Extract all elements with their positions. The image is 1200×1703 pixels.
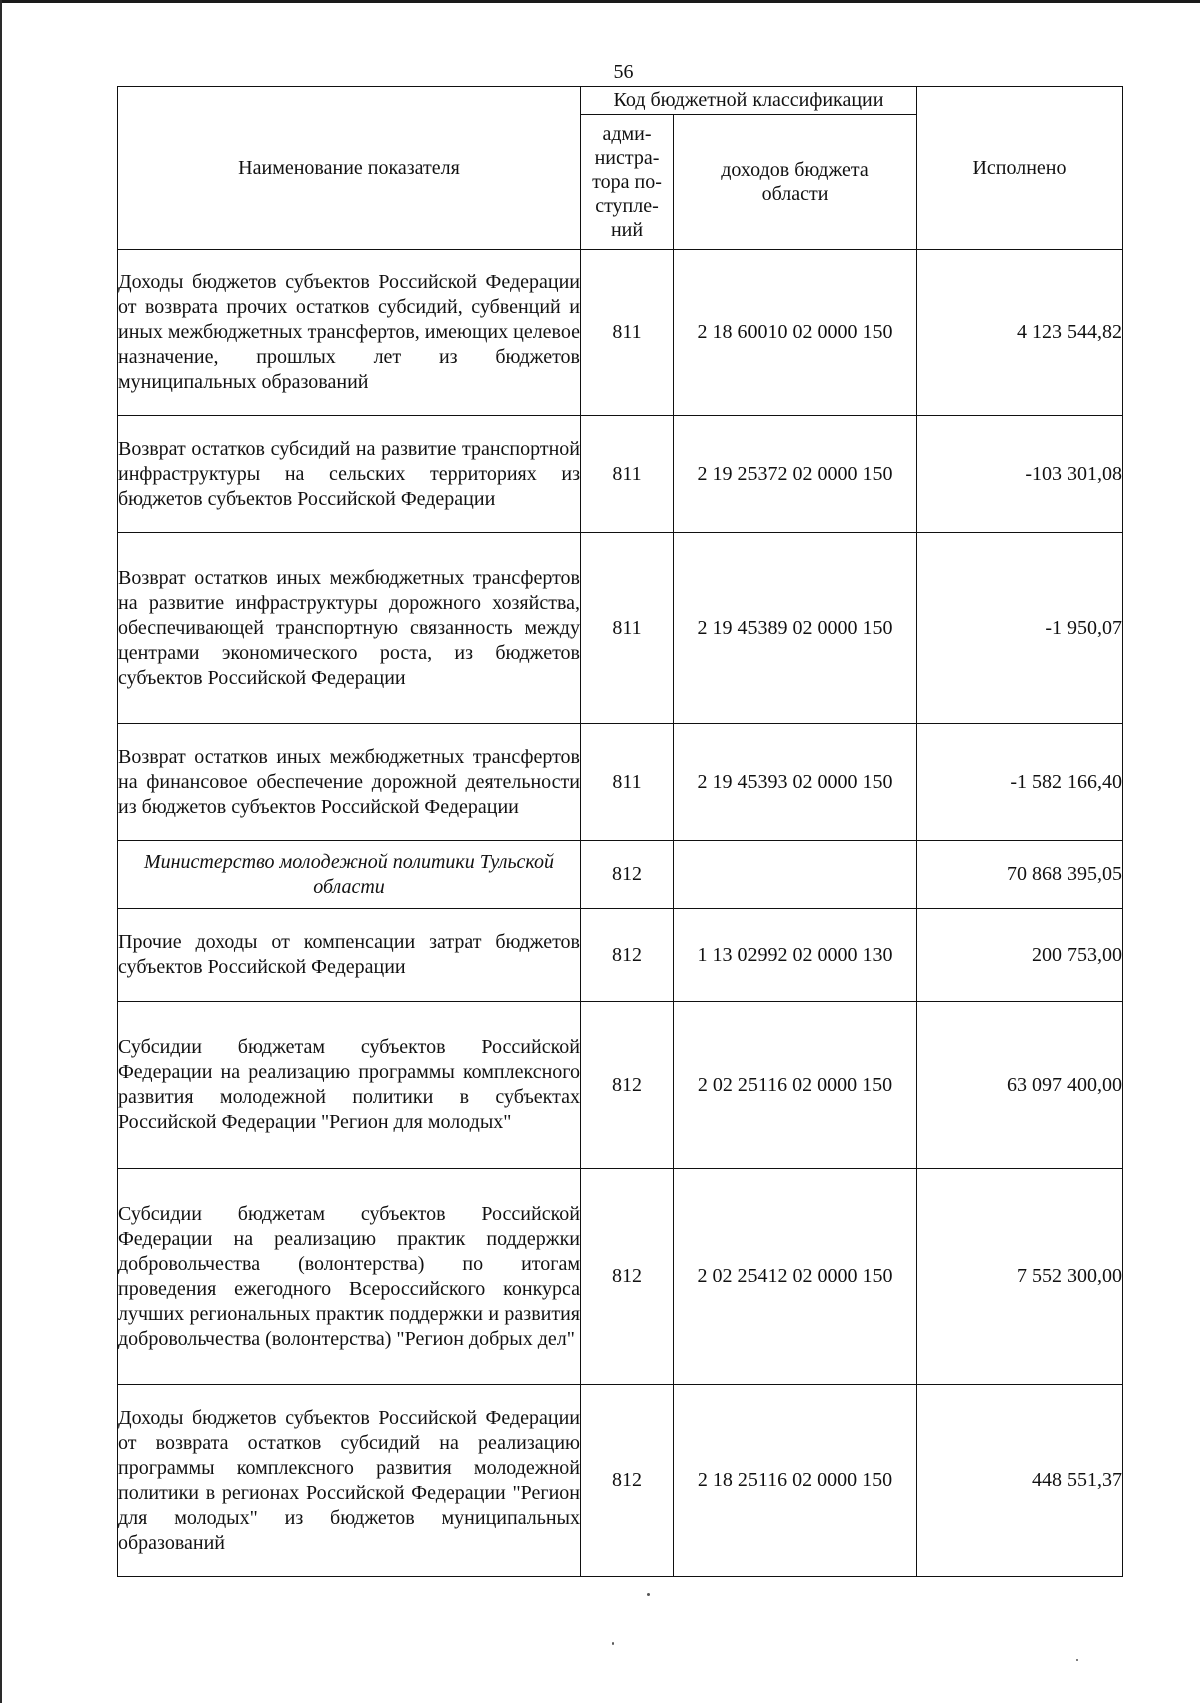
table-header bbox=[118, 87, 1123, 250]
admin-code-cell: 811 bbox=[581, 724, 674, 841]
name-cell: Субсидии бюджетам субъектов Российской Федерации на реализацию практик поддержки добровольчества (волонтерства) по итогам проведения ежегодного Всероссийского конкурса лучших региональных практик поддержки и развития добровольчества (волонтерства) "Регион добрых дел" bbox=[118, 1169, 581, 1385]
name-cell: Прочие доходы от компенсации затрат бюджетов субъектов Российской Федерации bbox=[118, 909, 581, 1002]
income-code-cell: 2 18 25116 02 0000 150 bbox=[674, 1385, 917, 1577]
executed-amount-cell: -1 582 166,40 bbox=[917, 724, 1123, 841]
budget-table bbox=[117, 86, 1123, 1577]
income-code-cell bbox=[674, 841, 917, 909]
table-row bbox=[118, 909, 1123, 1002]
admin-code-cell: 812 bbox=[581, 1385, 674, 1577]
header-admin-text: адми- нистра- тора по- ступле- ний bbox=[592, 123, 662, 241]
executed-amount-cell: 70 868 395,05 bbox=[917, 841, 1123, 909]
table-row bbox=[118, 1169, 1123, 1385]
header-row bbox=[118, 87, 1123, 115]
income-code-cell: 2 02 25412 02 0000 150 bbox=[674, 1169, 917, 1385]
name-cell: Доходы бюджетов субъектов Российской Федерации от возврата прочих остатков субсидий, субвенций и иных межбюджетных трансфертов, имеющих целевое назначение, прошлых лет из бюджетов муниципальных образований bbox=[118, 250, 581, 416]
scan-speck bbox=[612, 1642, 614, 1645]
name-cell: Доходы бюджетов субъектов Российской Федерации от возврата остатков субсидий на реализацию программы комплексного развития молодежной политики в регионах Российской Федерации "Регион для молодых" из бюджетов муниципальных образований bbox=[118, 1385, 581, 1577]
executed-amount-cell: 7 552 300,00 bbox=[917, 1169, 1123, 1385]
admin-code-cell: 811 bbox=[581, 416, 674, 533]
income-code-cell: 2 02 25116 02 0000 150 bbox=[674, 1002, 917, 1169]
header-income bbox=[674, 115, 917, 250]
admin-code-cell: 812 bbox=[581, 841, 674, 909]
table-row bbox=[118, 533, 1123, 724]
name-cell: Возврат остатков субсидий на развитие транспортной инфраструктуры на сельских территориях из бюджетов субъектов Российской Федерации bbox=[118, 416, 581, 533]
income-code-cell: 1 13 02992 02 0000 130 bbox=[674, 909, 917, 1002]
executed-amount-cell: -1 950,07 bbox=[917, 533, 1123, 724]
name-cell: Возврат остатков иных межбюджетных трансфертов на финансовое обеспечение дорожной деятельности из бюджетов субъектов Российской Федерации bbox=[118, 724, 581, 841]
income-code-cell: 2 19 45393 02 0000 150 bbox=[674, 724, 917, 841]
scan-edge-top bbox=[0, 0, 1200, 3]
income-code-cell: 2 19 25372 02 0000 150 bbox=[674, 416, 917, 533]
income-code-cell: 2 19 45389 02 0000 150 bbox=[674, 533, 917, 724]
admin-code-cell: 811 bbox=[581, 250, 674, 416]
table-body bbox=[118, 250, 1123, 1577]
executed-amount-cell: 448 551,37 bbox=[917, 1385, 1123, 1577]
header-admin bbox=[581, 115, 674, 250]
executed-amount-cell: 63 097 400,00 bbox=[917, 1002, 1123, 1169]
admin-code-cell: 812 bbox=[581, 1002, 674, 1169]
executed-amount-cell: -103 301,08 bbox=[917, 416, 1123, 533]
group-row bbox=[118, 841, 1123, 909]
header-executed: Исполнено bbox=[917, 87, 1123, 250]
table-row bbox=[118, 1002, 1123, 1169]
admin-code-cell: 812 bbox=[581, 909, 674, 1002]
admin-code-cell: 811 bbox=[581, 533, 674, 724]
executed-amount-cell: 200 753,00 bbox=[917, 909, 1123, 1002]
scan-speck bbox=[1076, 1659, 1078, 1661]
scan-speck bbox=[647, 1593, 650, 1596]
header-income-text: доходов бюджета области bbox=[721, 159, 869, 205]
group-name-cell: Министерство молодежной политики Тульской области bbox=[118, 841, 581, 909]
header-name: Наименование показателя bbox=[118, 87, 581, 250]
table-row bbox=[118, 724, 1123, 841]
page-number: 56 bbox=[613, 61, 634, 83]
name-cell: Субсидии бюджетам субъектов Российской Федерации на реализацию программы комплексного развития молодежной политики в субъектах Российской Федерации "Регион для молодых" bbox=[118, 1002, 581, 1169]
executed-amount-cell: 4 123 544,82 bbox=[917, 250, 1123, 416]
table-row bbox=[118, 250, 1123, 416]
header-code-group: Код бюджетной классификации bbox=[581, 87, 917, 115]
admin-code-cell: 812 bbox=[581, 1169, 674, 1385]
scan-edge-left bbox=[0, 0, 2, 1703]
name-cell: Возврат остатков иных межбюджетных трансфертов на развитие инфраструктуры дорожного хозяйства, обеспечивающей транспортную связанность между центрами экономического роста, из бюджетов субъектов Российской Федерации bbox=[118, 533, 581, 724]
income-code-cell: 2 18 60010 02 0000 150 bbox=[674, 250, 917, 416]
table-row bbox=[118, 416, 1123, 533]
table-row bbox=[118, 1385, 1123, 1577]
